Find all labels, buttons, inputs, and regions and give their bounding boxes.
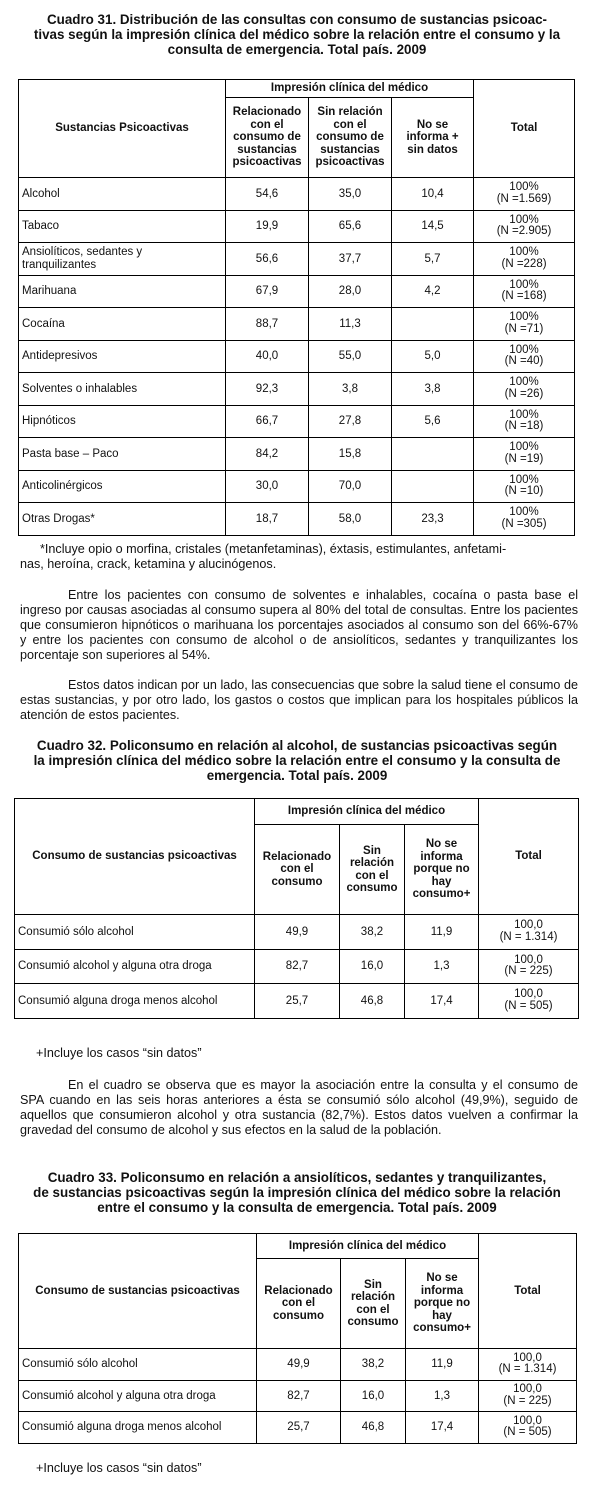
table-31-title: Cuadro 31. Distribución de las consultas con consumo de sustancias psicoac- tivas según la impresión clínica del médico sobre la relación entre el consumo y la consulta de emergencia. Total país. 2009: [33, 12, 561, 57]
noinfo-value: 10,4: [392, 178, 474, 211]
noinfo-value: 5,0: [392, 340, 474, 373]
unrelated-value: 55,0: [309, 340, 392, 373]
unrelated-value: 3,8: [309, 373, 392, 406]
table-row: [19, 1349, 577, 1381]
row-label: Consumió sólo alcohol: [15, 915, 255, 950]
row-label: Consumió sólo alcohol: [19, 1349, 257, 1381]
row-label: Antidepresivos: [19, 340, 226, 373]
table-row: [19, 405, 575, 438]
related-value: 18,7: [226, 503, 309, 536]
col-total-header: Total: [479, 1234, 577, 1349]
table-33: [18, 1233, 577, 1444]
table-31: [18, 79, 575, 536]
row-label: Hipnóticos: [19, 405, 226, 438]
noinfo-value: [392, 470, 474, 503]
total-value: 100,0 (N = 1.314): [479, 915, 579, 950]
related-value: 82,7: [255, 949, 340, 984]
table-row: [19, 1412, 577, 1444]
row-label: Consumió alguna droga menos alcohol: [19, 1412, 257, 1444]
table-row: [15, 915, 579, 950]
related-value: 84,2: [226, 438, 309, 471]
unrelated-value: 16,0: [340, 949, 405, 984]
col-unrelated-header: Sin relación con el consumo: [340, 825, 405, 915]
table-32-title: Cuadro 32. Policonsumo en relación al alcohol, de sustancias psicoactivas según la impresión clínica del médico sobre la relación entre el consumo y la consulta de emergencia. Total país. 2009: [33, 738, 561, 783]
unrelated-value: 46,8: [340, 984, 405, 1019]
total-value: 100% (N =168): [474, 275, 575, 308]
total-value: 100% (N =228): [474, 243, 575, 276]
noinfo-value: 5,7: [392, 243, 474, 276]
unrelated-value: 15,8: [309, 438, 392, 471]
unrelated-value: 46,8: [341, 1412, 406, 1444]
unrelated-value: 58,0: [309, 503, 392, 536]
total-value: 100% (N =1.569): [474, 178, 575, 211]
paragraph-3: En el cuadro se observa que es mayor la asociación entre la consulta y el consumo de SPA cuando en las seis horas anteriores a ésta se consumió sólo alcohol (49,9%), seguido de aquellos que consumieron alcohol y otra sustancia (82,7%). Estos datos vuelven a confirmar la gravedad del consumo de alcohol y sus efectos en la salud de la población.: [20, 1078, 578, 1137]
table-row: [19, 373, 575, 406]
noinfo-value: 3,8: [392, 373, 474, 406]
total-value: 100% (N =26): [474, 373, 575, 406]
row-label: Alcohol: [19, 178, 226, 211]
total-value: 100,0 (N = 1.314): [479, 1349, 577, 1381]
table-32: [14, 798, 579, 1019]
noinfo-value: 23,3: [392, 503, 474, 536]
total-value: 100% (N =10): [474, 470, 575, 503]
row-label: Consumió alcohol y alguna otra droga: [15, 949, 255, 984]
table-row: [19, 503, 575, 536]
unrelated-value: 38,2: [341, 1349, 406, 1381]
total-value: 100,0 (N = 505): [479, 984, 579, 1019]
col-noinfo-header: No se informa porque no hay consumo+: [405, 825, 479, 915]
noinfo-value: 5,6: [392, 405, 474, 438]
col-noinfo-header: No se informa porque no hay consumo+: [406, 1259, 479, 1349]
row-label: Consumió alcohol y alguna otra droga: [19, 1380, 257, 1412]
total-value: 100% (N =19): [474, 438, 575, 471]
related-value: 92,3: [226, 373, 309, 406]
col-group-header: Impresión clínica del médico: [255, 799, 479, 825]
table-row: [15, 949, 579, 984]
related-value: 88,7: [226, 308, 309, 341]
total-value: 100% (N =40): [474, 340, 575, 373]
table-33-footnote: +Incluye los casos “sin datos”: [36, 1461, 202, 1475]
row-label: Cocaína: [19, 308, 226, 341]
noinfo-value: [392, 438, 474, 471]
unrelated-value: 37,7: [309, 243, 392, 276]
related-value: 40,0: [226, 340, 309, 373]
noinfo-value: 17,4: [406, 1412, 479, 1444]
related-value: 54,6: [226, 178, 309, 211]
col-group-header: Impresión clínica del médico: [257, 1234, 479, 1259]
row-label: Marihuana: [19, 275, 226, 308]
total-value: 100% (N =71): [474, 308, 575, 341]
col-unrelated-header: Sin relación con el consumo: [341, 1259, 406, 1349]
row-label: Consumió alguna droga menos alcohol: [15, 984, 255, 1019]
related-value: 30,0: [226, 470, 309, 503]
table-row: [19, 243, 575, 276]
table-row: [19, 1380, 577, 1412]
row-label: Ansiolíticos, sedantes y tranquilizantes: [19, 243, 226, 276]
table-row: [19, 210, 575, 243]
table-32-footnote: +Incluye los casos “sin datos”: [36, 1046, 202, 1060]
unrelated-value: 11,3: [309, 308, 392, 341]
total-value: 100,0 (N = 225): [479, 949, 579, 984]
unrelated-value: 16,0: [341, 1380, 406, 1412]
total-value: 100,0 (N = 225): [479, 1380, 577, 1412]
table-row: [19, 438, 575, 471]
unrelated-value: 70,0: [309, 470, 392, 503]
row-label: Tabaco: [19, 210, 226, 243]
unrelated-value: 28,0: [309, 275, 392, 308]
total-value: 100,0 (N = 505): [479, 1412, 577, 1444]
col-total-header: Total: [474, 80, 575, 178]
total-value: 100% (N =18): [474, 405, 575, 438]
total-value: 100% (N =2.905): [474, 210, 575, 243]
unrelated-value: 27,8: [309, 405, 392, 438]
col-noinfo-header: No se informa + sin datos: [392, 98, 474, 178]
paragraph-2: Estos datos indican por un lado, las consecuencias que sobre la salud tiene el consumo de estas sustancias, y por otro lado, los gastos o costos que implican para los hospitales públicos la atención de estos pacientes.: [20, 678, 578, 722]
table-row: [19, 470, 575, 503]
related-value: 25,7: [257, 1412, 341, 1444]
noinfo-value: 1,3: [405, 949, 479, 984]
related-value: 56,6: [226, 243, 309, 276]
noinfo-value: 14,5: [392, 210, 474, 243]
table-31-footnote: *Incluye opio o morfina, cristales (metanfetaminas), éxtasis, estimulantes, anfetami- nas, heroína, crack, ketamina y alucinógenos.: [20, 542, 507, 571]
col-consumption-header: Consumo de sustancias psicoactivas: [15, 799, 255, 915]
paragraph-1: Entre los pacientes con consumo de solventes e inhalables, cocaína o pasta base el ingreso por causas asociadas al consumo supera al 80% del total de consultas. Entre los pacientes que consumieron hipnóticos o marihuana los porcentajes asociados al consumo son del 66%-67% y entre los pacientes con consumo de alcohol o de ansiolíticos, sedantes y tranquilizantes los porcentaje son superiores al 54%.: [20, 588, 578, 662]
total-value: 100% (N =305): [474, 503, 575, 536]
col-consumption-header: Consumo de sustancias psicoactivas: [19, 1234, 257, 1349]
noinfo-value: [392, 308, 474, 341]
row-label: Solventes o inhalables: [19, 373, 226, 406]
noinfo-value: 1,3: [406, 1380, 479, 1412]
table-row: [19, 340, 575, 373]
related-value: 25,7: [255, 984, 340, 1019]
table-row: [19, 275, 575, 308]
related-value: 66,7: [226, 405, 309, 438]
table-row: [19, 178, 575, 211]
row-label: Pasta base – Paco: [19, 438, 226, 471]
col-related-header: Relacionado con el consumo: [255, 825, 340, 915]
related-value: 49,9: [255, 915, 340, 950]
related-value: 82,7: [257, 1380, 341, 1412]
unrelated-value: 65,6: [309, 210, 392, 243]
table-row: [15, 984, 579, 1019]
row-label: Anticolinérgicos: [19, 470, 226, 503]
related-value: 49,9: [257, 1349, 341, 1381]
noinfo-value: 11,9: [405, 915, 479, 950]
table-row: [19, 308, 575, 341]
col-unrelated-header: Sin relación con el consumo de sustancias psicoactivas: [309, 98, 392, 178]
unrelated-value: 38,2: [340, 915, 405, 950]
table-33-title: Cuadro 33. Policonsumo en relación a ansiolíticos, sedantes y tranquilizantes, de sustancias psicoactivas según la impresión clínica del médico sobre la relación entre el consumo y la consulta de emergencia. Total país. 2009: [33, 1170, 561, 1215]
related-value: 19,9: [226, 210, 309, 243]
col-substances-header: Sustancias Psicoactivas: [19, 80, 226, 178]
unrelated-value: 35,0: [309, 178, 392, 211]
noinfo-value: 4,2: [392, 275, 474, 308]
related-value: 67,9: [226, 275, 309, 308]
col-group-header: Impresión clínica del médico: [226, 80, 474, 98]
row-label: Otras Drogas*: [19, 503, 226, 536]
col-related-header: Relacionado con el consumo: [257, 1259, 341, 1349]
col-related-header: Relacionado con el consumo de sustancias psicoactivas: [226, 98, 309, 178]
noinfo-value: 17,4: [405, 984, 479, 1019]
col-total-header: Total: [479, 799, 579, 915]
noinfo-value: 11,9: [406, 1349, 479, 1381]
